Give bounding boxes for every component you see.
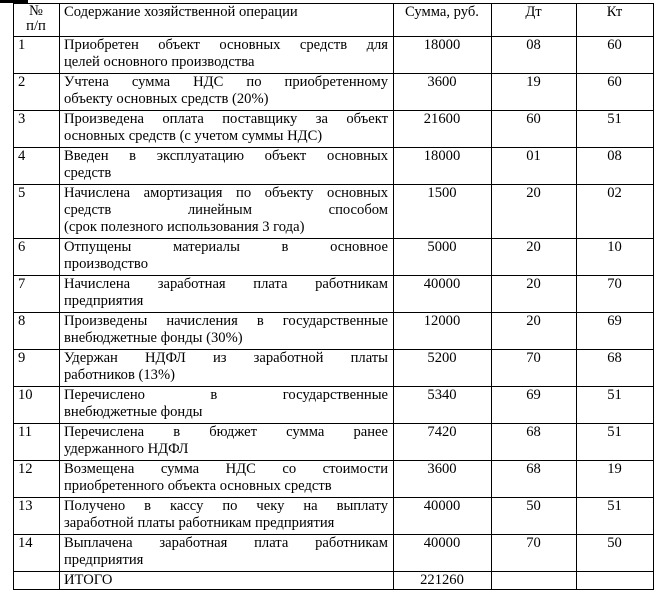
table-row bbox=[14, 535, 654, 572]
header-debit: Дт bbox=[492, 4, 577, 37]
header-description: Содержание хозяйственной операции bbox=[60, 4, 394, 37]
row-description bbox=[60, 239, 394, 276]
row-number: 5 bbox=[14, 185, 60, 239]
row-amount: 7420 bbox=[394, 424, 492, 461]
row-debit: 20 bbox=[492, 276, 577, 313]
row-amount: 40000 bbox=[394, 498, 492, 535]
row-debit: 50 bbox=[492, 498, 577, 535]
description-line: Перечислено в государственные bbox=[64, 387, 388, 403]
row-credit: 51 bbox=[577, 424, 654, 461]
row-description bbox=[60, 424, 394, 461]
total-debit-empty bbox=[492, 572, 577, 590]
description-line: производство bbox=[64, 256, 149, 272]
description-line: удержанного НДФЛ bbox=[64, 441, 189, 457]
description-line: Удержан НДФЛ из заработной платы bbox=[64, 350, 388, 366]
row-credit: 60 bbox=[577, 74, 654, 111]
row-description bbox=[60, 535, 394, 572]
description-line: целей основного производства bbox=[64, 54, 255, 70]
table-row bbox=[14, 387, 654, 424]
table-row bbox=[14, 498, 654, 535]
table-row bbox=[14, 37, 654, 74]
row-debit: 60 bbox=[492, 111, 577, 148]
row-credit: 60 bbox=[577, 37, 654, 74]
row-number: 11 bbox=[14, 424, 60, 461]
row-number: 12 bbox=[14, 461, 60, 498]
description-line: внебюджетные фонды bbox=[64, 404, 203, 420]
description-line: Отпущены материалы в основное bbox=[64, 239, 388, 255]
table-row bbox=[14, 350, 654, 387]
table-row bbox=[14, 276, 654, 313]
header-credit: Кт bbox=[577, 4, 654, 37]
row-credit: 19 bbox=[577, 461, 654, 498]
row-amount: 12000 bbox=[394, 313, 492, 350]
row-credit: 08 bbox=[577, 148, 654, 185]
row-description bbox=[60, 37, 394, 74]
description-line: Возмещена сумма НДС со стоимости bbox=[64, 461, 388, 477]
description-line: предприятия bbox=[64, 552, 144, 568]
header-number-line2: п/п bbox=[26, 18, 46, 34]
row-debit: 20 bbox=[492, 313, 577, 350]
row-credit: 68 bbox=[577, 350, 654, 387]
description-line: внебюджетные фонды (30%) bbox=[64, 330, 243, 346]
row-description bbox=[60, 387, 394, 424]
description-line: Начислена заработная плата работникам bbox=[64, 276, 388, 292]
row-credit: 50 bbox=[577, 535, 654, 572]
row-amount: 40000 bbox=[394, 535, 492, 572]
description-line: Приобретен объект основных средств для bbox=[64, 37, 388, 53]
description-line: предприятия bbox=[64, 293, 144, 309]
description-line: средств линейным способом bbox=[64, 202, 388, 218]
table-row bbox=[14, 461, 654, 498]
row-number: 4 bbox=[14, 148, 60, 185]
row-number: 10 bbox=[14, 387, 60, 424]
description-line: Учтена сумма НДС по приобретенному bbox=[64, 74, 388, 90]
row-debit: 68 bbox=[492, 424, 577, 461]
row-amount: 40000 bbox=[394, 276, 492, 313]
row-amount: 5340 bbox=[394, 387, 492, 424]
row-number: 6 bbox=[14, 239, 60, 276]
row-amount: 3600 bbox=[394, 461, 492, 498]
row-number: 7 bbox=[14, 276, 60, 313]
description-line: Произведена оплата поставщику за объект bbox=[64, 111, 388, 127]
row-amount: 1500 bbox=[394, 185, 492, 239]
row-description bbox=[60, 185, 394, 239]
table-row bbox=[14, 313, 654, 350]
row-number: 3 bbox=[14, 111, 60, 148]
table-row bbox=[14, 111, 654, 148]
row-debit: 19 bbox=[492, 74, 577, 111]
description-line: заработной платы работникам предприятия bbox=[64, 515, 335, 531]
description-line: приобретенного объекта основных средств bbox=[64, 478, 332, 494]
description-line: Выплачена заработная плата работникам bbox=[64, 535, 388, 551]
table-row bbox=[14, 185, 654, 239]
total-row bbox=[14, 572, 654, 590]
description-line: Произведены начисления в государственные bbox=[64, 313, 388, 329]
total-number-empty bbox=[14, 572, 60, 590]
row-debit: 70 bbox=[492, 535, 577, 572]
row-amount: 3600 bbox=[394, 74, 492, 111]
total-credit-empty bbox=[577, 572, 654, 590]
row-description bbox=[60, 350, 394, 387]
row-credit: 02 bbox=[577, 185, 654, 239]
row-description bbox=[60, 313, 394, 350]
row-debit: 69 bbox=[492, 387, 577, 424]
row-credit: 51 bbox=[577, 111, 654, 148]
table-row bbox=[14, 239, 654, 276]
description-line: объекту основных средств (20%) bbox=[64, 91, 269, 107]
description-line: (срок полезного использования 3 года) bbox=[64, 219, 305, 235]
description-line: Начислена амортизация по объекту основных bbox=[64, 185, 388, 201]
description-line: Получено в кассу по чеку на выплату bbox=[64, 498, 388, 514]
row-amount: 18000 bbox=[394, 37, 492, 74]
row-credit: 10 bbox=[577, 239, 654, 276]
row-credit: 51 bbox=[577, 387, 654, 424]
total-label: ИТОГО bbox=[60, 572, 394, 590]
row-debit: 08 bbox=[492, 37, 577, 74]
operations-table-body bbox=[14, 4, 654, 590]
operations-table bbox=[13, 3, 654, 590]
header-amount: Сумма, руб. bbox=[394, 4, 492, 37]
row-debit: 70 bbox=[492, 350, 577, 387]
row-description bbox=[60, 148, 394, 185]
table-row bbox=[14, 148, 654, 185]
table-row bbox=[14, 424, 654, 461]
row-credit: 51 bbox=[577, 498, 654, 535]
row-number: 8 bbox=[14, 313, 60, 350]
row-debit: 68 bbox=[492, 461, 577, 498]
row-credit: 70 bbox=[577, 276, 654, 313]
description-line: Введен в эксплуатацию объект основных bbox=[64, 148, 388, 164]
row-number: 2 bbox=[14, 74, 60, 111]
row-amount: 21600 bbox=[394, 111, 492, 148]
row-amount: 5000 bbox=[394, 239, 492, 276]
row-number: 9 bbox=[14, 350, 60, 387]
description-line: средств bbox=[64, 165, 112, 181]
row-credit: 69 bbox=[577, 313, 654, 350]
description-line: основных средств (с учетом суммы НДС) bbox=[64, 128, 323, 144]
row-number: 14 bbox=[14, 535, 60, 572]
row-amount: 18000 bbox=[394, 148, 492, 185]
row-description bbox=[60, 461, 394, 498]
row-debit: 20 bbox=[492, 239, 577, 276]
row-debit: 01 bbox=[492, 148, 577, 185]
row-amount: 5200 bbox=[394, 350, 492, 387]
total-amount: 221260 bbox=[394, 572, 492, 590]
row-number: 13 bbox=[14, 498, 60, 535]
header-number bbox=[14, 4, 60, 37]
row-number: 1 bbox=[14, 37, 60, 74]
row-description bbox=[60, 111, 394, 148]
header-row bbox=[14, 4, 654, 37]
table-row bbox=[14, 74, 654, 111]
row-debit: 20 bbox=[492, 185, 577, 239]
header-number-line1: № bbox=[29, 3, 43, 19]
description-line: работников (13%) bbox=[64, 367, 175, 383]
row-description bbox=[60, 498, 394, 535]
description-line: Перечислена в бюджет сумма ранее bbox=[64, 424, 388, 440]
row-description bbox=[60, 276, 394, 313]
row-description bbox=[60, 74, 394, 111]
